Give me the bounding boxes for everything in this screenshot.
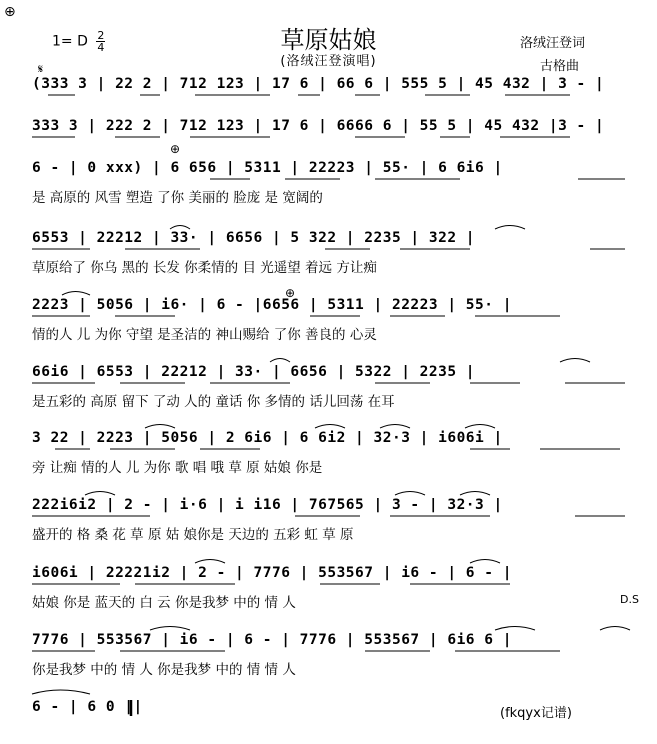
page-title: 草原姑娘: [280, 26, 377, 54]
composer-credit: 古格曲: [540, 59, 580, 74]
coda-mark-2: ⊕: [285, 286, 296, 300]
lyric-line-9: 姑娘 你是 蓝天的 白 云 你是我梦 中的 情 人: [32, 595, 296, 611]
lyric-line-10: 你是我梦 中的 情 人 你是我梦 中的 情 情 人: [32, 662, 296, 678]
performer-subtitle: (洛绒汪登演唱): [280, 54, 377, 69]
lyric-line-7: 旁 让痴 情的人 儿 为你 歌 唱 哦 草 原 姑娘 你是: [32, 460, 323, 476]
notation-line-6: 66i6 | 6553 | 22212 | 33· | 6656 | 5322 | 2235 |: [32, 364, 476, 380]
lyric-line-3: 是 高原的 风雪 塑造 了你 美丽的 脸庞 是 宽阔的: [32, 190, 323, 206]
notation-line-9: i606i | 22221i2 | 2 - | 7776 | 553567 | i6 - | 6 - |: [32, 565, 512, 581]
notation-line-3: 6 - | 0 xxx) | 6 656 | 5311 | 22223 | 55· | 6 6i6 |: [32, 160, 503, 176]
lyricist-credit: 洛绒汪登词: [520, 36, 586, 51]
lyric-line-6: 是五彩的 高原 留下 了动 人的 童话 你 多情的 话儿回荡 在耳: [32, 394, 395, 410]
notation-line-2: 333 3 | 222 2 | 712 123 | 17 6 | 6666 6 | 55 5 | 45 432 |3 - |: [32, 118, 605, 134]
transcriber-credit: (fkqyx记谱): [500, 706, 572, 721]
time-numerator: 2: [97, 29, 105, 42]
notation-line-5: 2223 | 5056 | i6· | 6 - |6656 | 5311 | 22223 | 55· |: [32, 297, 512, 313]
notation-line-1: (333 3 | 22 2 | 712 123 | 17 6 | 66 6 | 555 5 | 45 432 | 3 - |: [32, 76, 605, 92]
notation-line-4: 6553 | 22212 | 33· | 6656 | 5 322 | 2235 | 322 |: [32, 230, 476, 246]
key-label: 1= D: [52, 33, 88, 50]
ds-mark: D.S: [620, 593, 639, 606]
notation-line-10: 7776 | 553567 | i6 - | 6 - | 7776 | 553567 | 6i6 6 |: [32, 632, 512, 648]
lyric-line-5: 情的人 儿 为你 守望 是圣洁的 神山赐给 了你 善良的 心灵: [32, 327, 377, 343]
notation-line-11: 6 - | 6 0 ||: [32, 699, 143, 715]
segno-mark: 𝄋: [38, 62, 44, 76]
segno-corner-mark: ⊕: [4, 4, 16, 20]
lyric-line-8: 盛开的 格 桑 花 草 原 姑 娘你是 天边的 五彩 虹 草 原: [32, 527, 354, 543]
notation-line-7: 3 22 | 2223 | 5056 | 2 6i6 | 6 6i2 | 32·3 | i606i |: [32, 430, 503, 446]
coda-mark-1: ⊕: [170, 142, 181, 156]
lyric-line-4: 草原给了 你乌 黑的 长发 你柔情的 目 光遥望 着远 方让痴: [32, 260, 377, 276]
time-denominator: 4: [97, 41, 105, 54]
notation-line-8: 222i6i2 | 2 - | i·6 | i i16 | 767565 | 3 - | 32·3 |: [32, 497, 503, 513]
